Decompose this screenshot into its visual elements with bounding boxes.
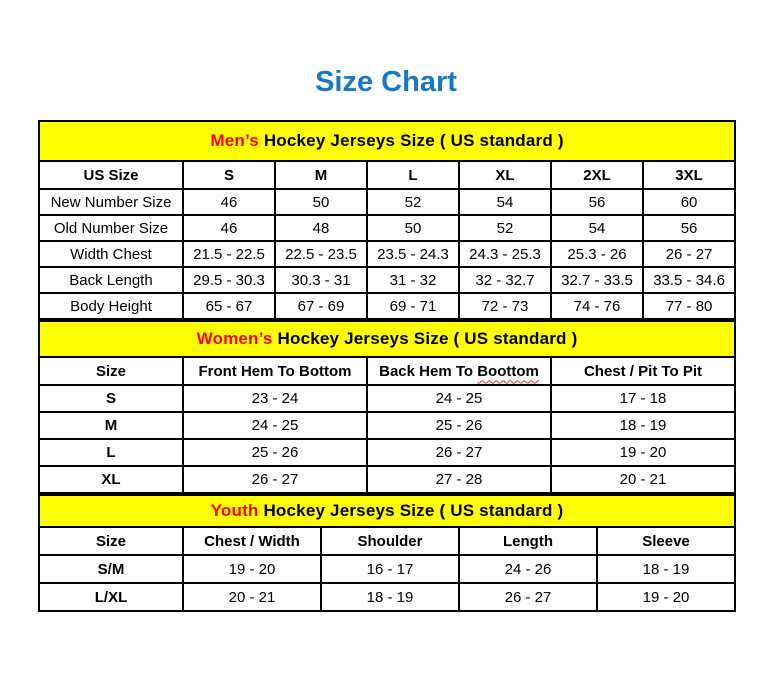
womens-column-header-row [39,357,735,385]
value-cell: 48 [275,215,367,241]
youth-col-size: Size [39,527,183,555]
value-cell: 54 [459,189,551,215]
womens-title-rest: Hockey Jerseys Size ( US standard ) [272,329,578,348]
value-cell: 25.3 - 26 [551,241,643,267]
value-cell: 26 - 27 [367,439,551,466]
mens-column-header-row [39,161,735,189]
mens-size-table [38,120,736,320]
table-row [39,412,735,439]
value-cell: 19 - 20 [597,583,735,611]
size-chart-container [38,120,734,612]
womens-section-header [39,321,735,357]
value-cell: 30.3 - 31 [275,267,367,293]
value-cell: 50 [367,215,459,241]
value-cell: 60 [643,189,735,215]
value-cell: 20 - 21 [551,466,735,493]
table-row [39,555,735,583]
row-label-cell: Back Length [39,267,183,293]
row-label-cell: S/M [39,555,183,583]
value-cell: 18 - 19 [597,555,735,583]
value-cell: 22.5 - 23.5 [275,241,367,267]
mens-col-2xl: 2XL [551,161,643,189]
value-cell: 18 - 19 [551,412,735,439]
value-cell: 24 - 26 [459,555,597,583]
value-cell: 26 - 27 [459,583,597,611]
row-label-cell: Old Number Size [39,215,183,241]
value-cell: 25 - 26 [183,439,367,466]
value-cell: 74 - 76 [551,293,643,319]
value-cell: 72 - 73 [459,293,551,319]
mens-col-us-size: US Size [39,161,183,189]
value-cell: 17 - 18 [551,385,735,412]
value-cell: 33.5 - 34.6 [643,267,735,293]
value-cell: 19 - 20 [183,555,321,583]
table-row [39,241,735,267]
value-cell: 32.7 - 33.5 [551,267,643,293]
row-label-cell: XL [39,466,183,493]
youth-section-header [39,495,735,527]
value-cell: 16 - 17 [321,555,459,583]
mens-col-3xl: 3XL [643,161,735,189]
value-cell: 67 - 69 [275,293,367,319]
table-row [39,215,735,241]
womens-col-size: Size [39,357,183,385]
youth-col-sleeve: Sleeve [597,527,735,555]
value-cell: 26 - 27 [643,241,735,267]
value-cell: 24 - 25 [367,385,551,412]
value-cell: 18 - 19 [321,583,459,611]
row-label-cell: L [39,439,183,466]
value-cell: 27 - 28 [367,466,551,493]
row-label-cell: M [39,412,183,439]
mens-section-header [39,121,735,161]
womens-col-front-hem: Front Hem To Bottom [183,357,367,385]
table-row [39,267,735,293]
value-cell: 23 - 24 [183,385,367,412]
mens-title-rest: Hockey Jerseys Size ( US standard ) [258,131,564,150]
table-row [39,385,735,412]
page-title: Size Chart [315,66,457,98]
womens-title-highlight: Women’s [196,329,273,348]
value-cell: 56 [551,189,643,215]
value-cell: 56 [643,215,735,241]
value-cell: 54 [551,215,643,241]
row-label-cell: New Number Size [39,189,183,215]
back-hem-misspelled-word: Boottom [477,362,539,380]
value-cell: 46 [183,215,275,241]
value-cell: 31 - 32 [367,267,459,293]
value-cell: 23.5 - 24.3 [367,241,459,267]
value-cell: 21.5 - 22.5 [183,241,275,267]
mens-col-xl: XL [459,161,551,189]
row-label-cell: Body Height [39,293,183,319]
value-cell: 20 - 21 [183,583,321,611]
youth-table-body [39,555,735,611]
value-cell: 46 [183,189,275,215]
value-cell: 29.5 - 30.3 [183,267,275,293]
value-cell: 26 - 27 [183,466,367,493]
value-cell: 69 - 71 [367,293,459,319]
table-row [39,293,735,319]
value-cell: 52 [367,189,459,215]
row-label-cell: L/XL [39,583,183,611]
youth-section-title [39,495,735,527]
youth-size-table [38,494,736,612]
mens-col-s: S [183,161,275,189]
youth-col-length: Length [459,527,597,555]
mens-table-body [39,189,735,319]
womens-section-title [39,321,735,357]
table-row [39,439,735,466]
back-hem-prefix: Back Hem To [379,362,478,380]
value-cell: 25 - 26 [367,412,551,439]
table-row [39,189,735,215]
table-row [39,583,735,611]
value-cell: 52 [459,215,551,241]
mens-col-m: M [275,161,367,189]
youth-column-header-row [39,527,735,555]
value-cell: 19 - 20 [551,439,735,466]
womens-size-table [38,320,736,494]
value-cell: 32 - 32.7 [459,267,551,293]
womens-col-chest-pit: Chest / Pit To Pit [551,357,735,385]
mens-section-title [39,121,735,161]
row-label-cell: Width Chest [39,241,183,267]
womens-table-body [39,385,735,493]
womens-col-back-hem [367,357,551,385]
youth-title-rest: Hockey Jerseys Size ( US standard ) [258,501,564,520]
value-cell: 24 - 25 [183,412,367,439]
mens-title-highlight: Men’s [210,131,259,150]
youth-col-chest-width: Chest / Width [183,527,321,555]
youth-col-shoulder: Shoulder [321,527,459,555]
mens-col-l: L [367,161,459,189]
value-cell: 24.3 - 25.3 [459,241,551,267]
value-cell: 50 [275,189,367,215]
value-cell: 65 - 67 [183,293,275,319]
value-cell: 77 - 80 [643,293,735,319]
row-label-cell: S [39,385,183,412]
table-row [39,466,735,493]
youth-title-highlight: Youth [210,501,259,520]
